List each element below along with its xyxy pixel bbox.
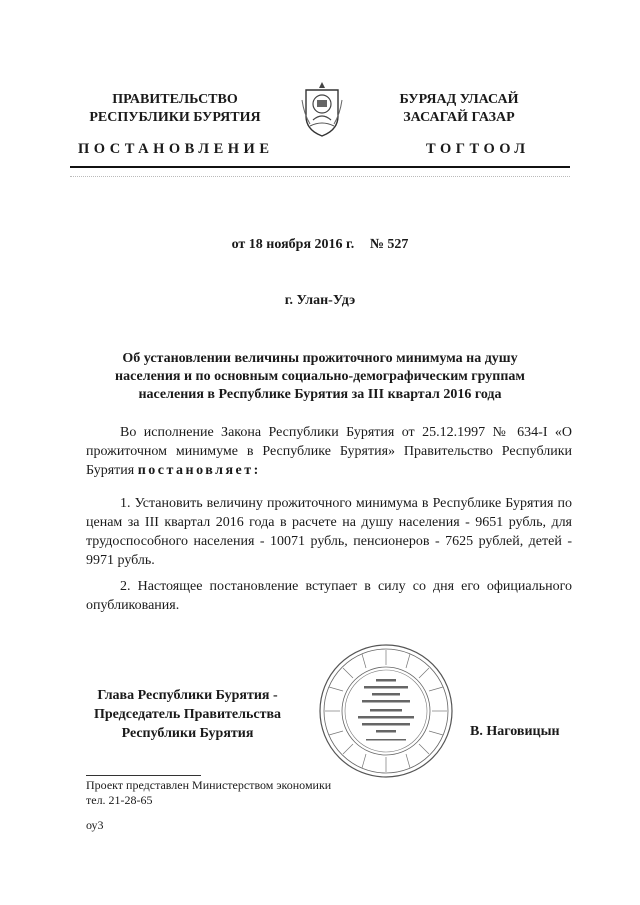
- footer-rule: [86, 775, 201, 776]
- clause-2: [86, 577, 572, 615]
- document-city: г. Улан-Удэ: [284, 293, 356, 308]
- header-right-line-2: ЗАСАГАЙ ГАЗАР: [403, 110, 515, 125]
- clause-1-text: 1. Установить величину прожиточного минимума в Республике Бурятия по ценам за III квартал 2016 года в расчете на душу населения - 9651 рубль, для трудоспособного населения - 10071 рубль, пенсионеров - 7625 рублей, детей - 9971 рубль.: [86, 496, 572, 568]
- preamble-text: Во исполнение Закона Республики Бурятия от 25.12.1997 № 634-I «О прожиточном минимуме в Республике Бурятия» Правительство Республики Бурятия: [86, 425, 572, 478]
- header-right-line-1: БУРЯАД УЛАСАЙ: [399, 92, 519, 107]
- clause-1: [86, 494, 572, 570]
- title-line-1: Об установлении величины прожиточного минимума на душу: [122, 351, 518, 366]
- header-left-line-1: ПРАВИТЕЛЬСТВО: [112, 92, 238, 107]
- header-government-ru: [70, 91, 280, 127]
- footer-line-2: тел. 21-28-65: [86, 793, 153, 807]
- document-title: [100, 350, 540, 404]
- document-number: № 527: [369, 237, 409, 252]
- preamble-paragraph: [86, 423, 572, 480]
- official-seal-stamp: [318, 643, 454, 779]
- header-government-bua: [364, 91, 554, 127]
- title-line-3: населения в Республике Бурятия за III квартал 2016 года: [138, 387, 502, 402]
- header-dotted-line: [70, 176, 570, 177]
- clause-2-text: 2. Настоящее постановление вступает в силу со дня его официального опубликования.: [86, 579, 572, 613]
- signatory-title: [80, 686, 295, 743]
- title-line-2: населения и по основным социально-демографическим группам: [115, 369, 525, 384]
- preamble-emphasis: постановляет:: [137, 463, 261, 478]
- signatory-title-line-3: Республики Бурятия: [121, 726, 254, 741]
- footer-note: [86, 778, 331, 833]
- signatory-name: В. Наговицын: [470, 724, 560, 739]
- signatory-title-line-1: Глава Республики Бурятия -: [97, 688, 278, 703]
- coat-of-arms-emblem: [300, 80, 344, 138]
- footer-line-1: Проект представлен Министерством экономики: [86, 778, 332, 792]
- doctype-bua: ТОГТООЛ: [426, 141, 530, 157]
- header-rule: [70, 166, 570, 168]
- signatory-title-line-2: Председатель Правительства: [93, 707, 282, 722]
- footer-code: оу3: [86, 818, 104, 832]
- doctype-ru: ПОСТАНОВЛЕНИЕ: [78, 141, 274, 157]
- header-left-line-2: РЕСПУБЛИКИ БУРЯТИЯ: [89, 110, 261, 125]
- date-number-line: [0, 237, 640, 253]
- document-date: от 18 ноября 2016 г.: [231, 237, 355, 252]
